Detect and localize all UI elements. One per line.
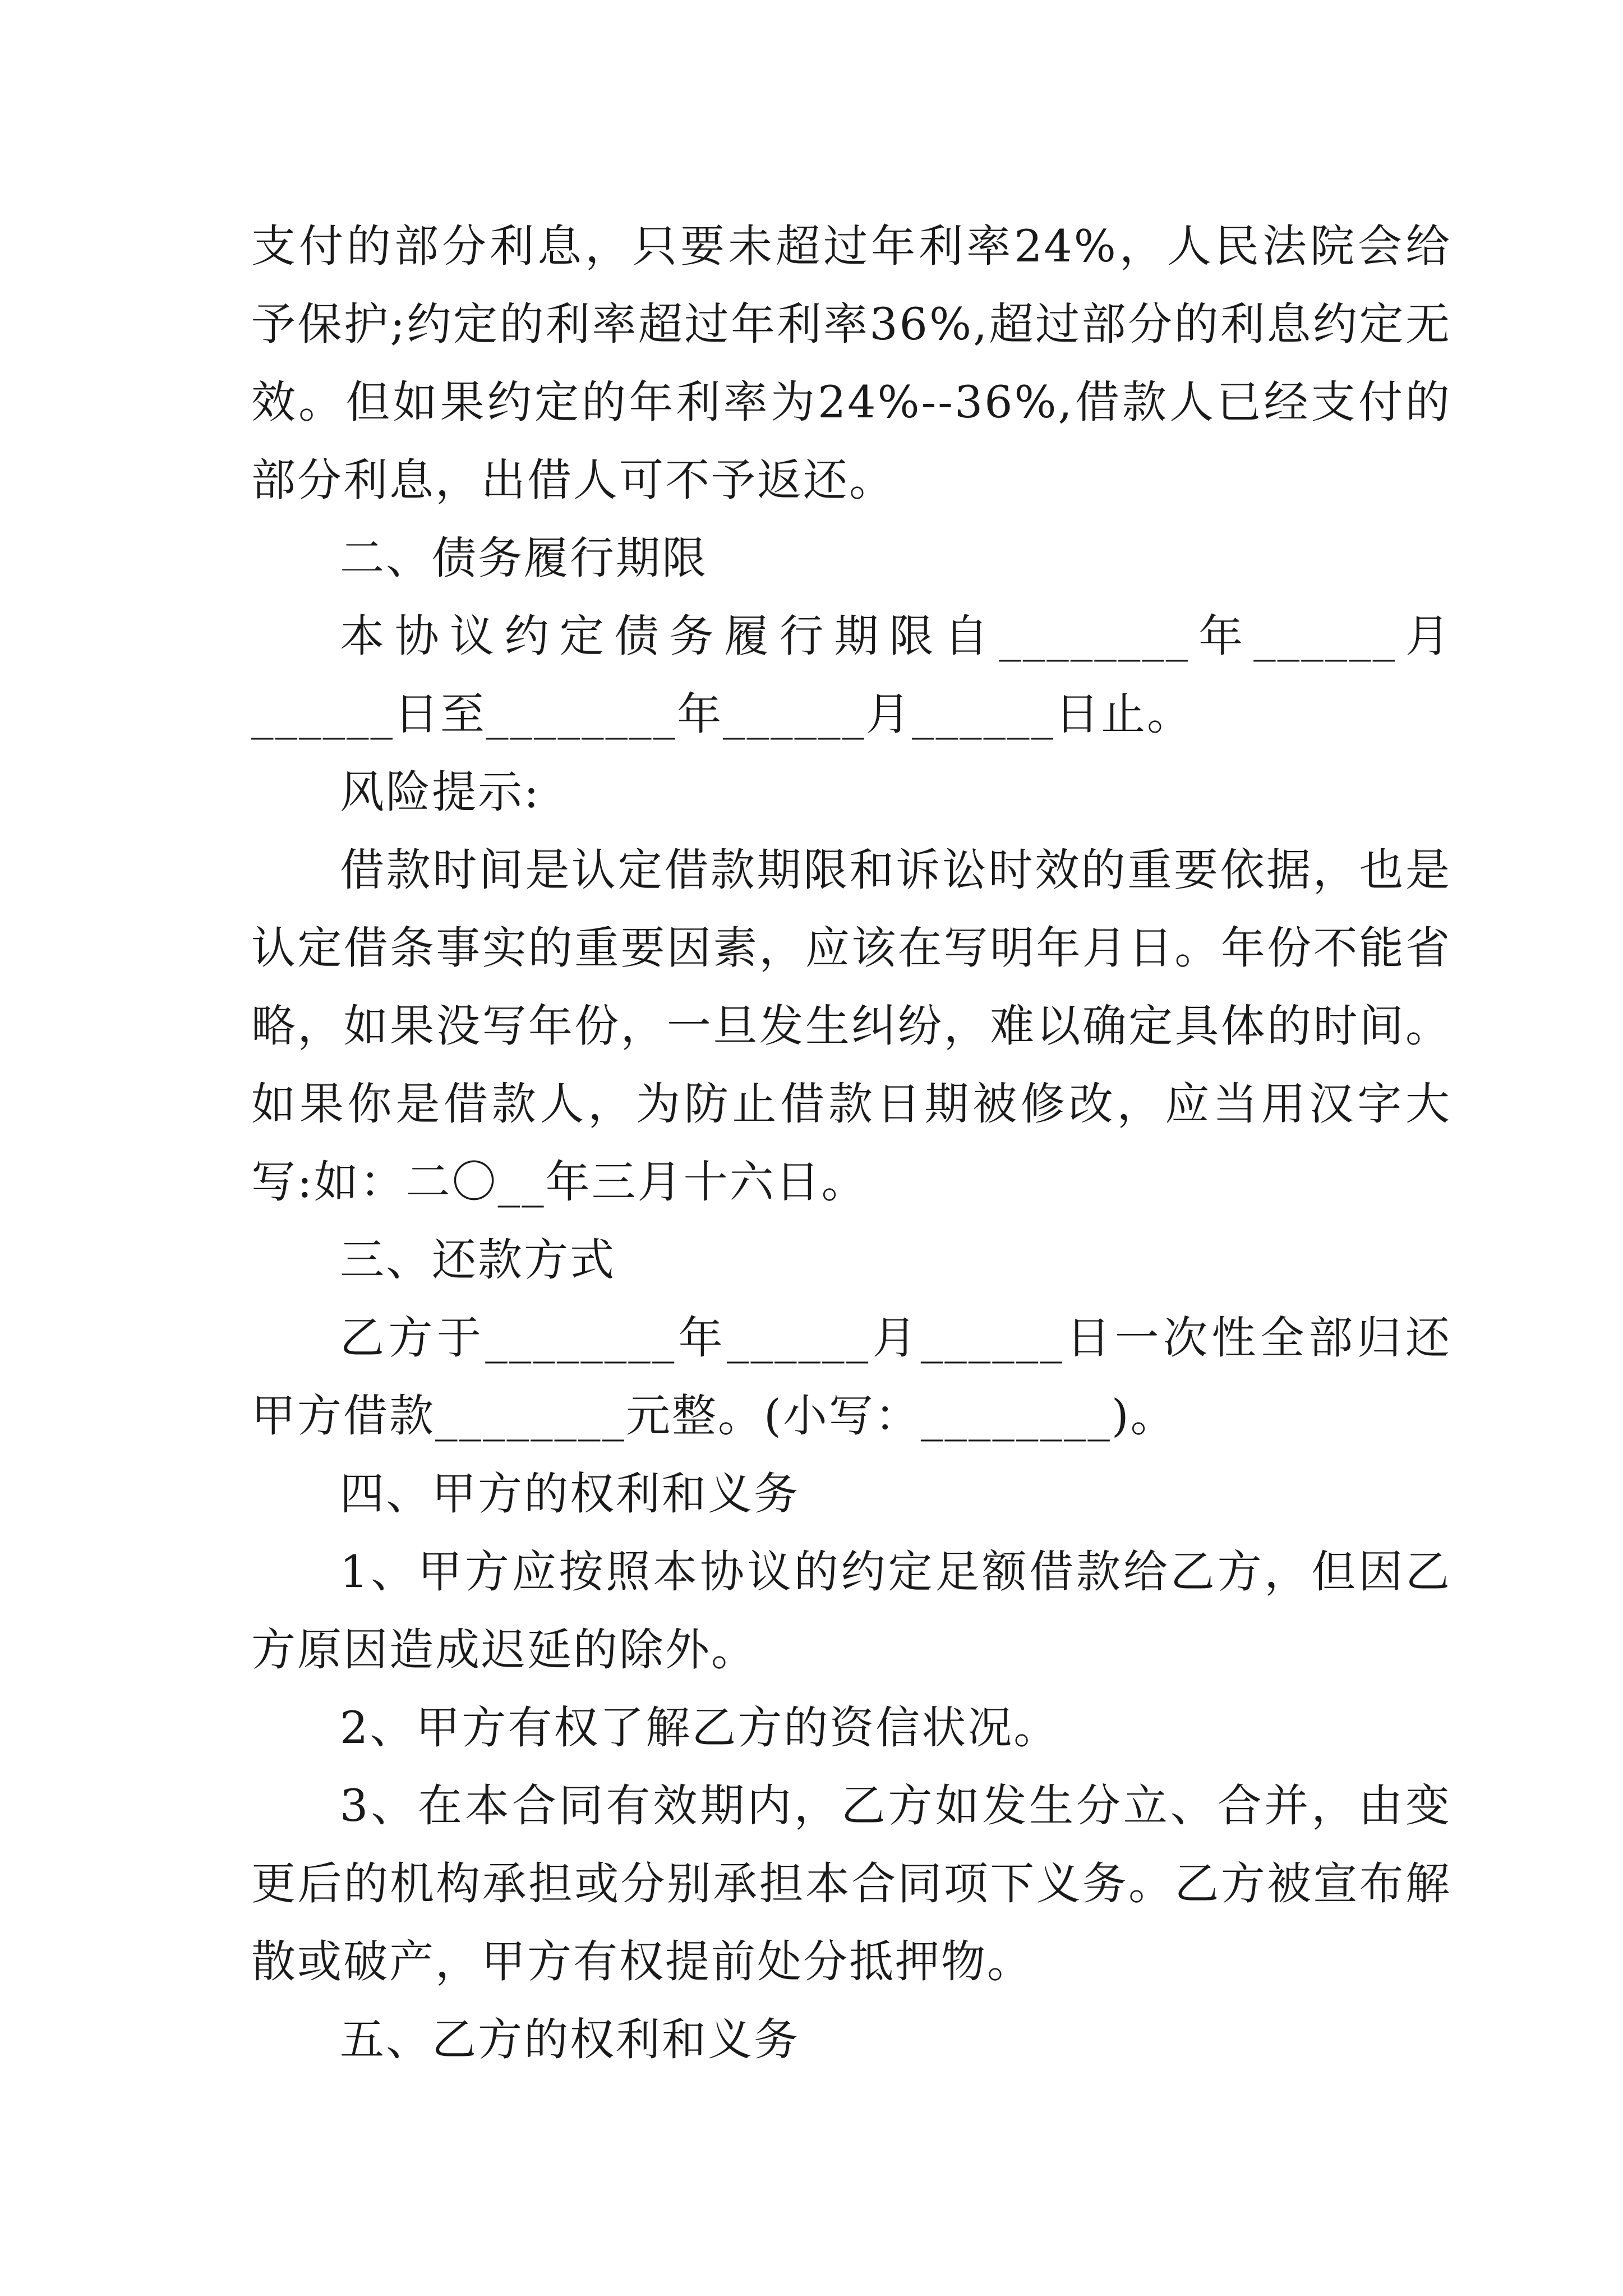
paragraph-debt-term: 本协议约定债务履行期限自________年______月______日至________年______月______日止。 [251,610,1451,740]
heading-party-b-rights: 五、乙方的权利和义务 [340,2014,800,2065]
heading-repayment-method: 三、还款方式 [340,1234,616,1286]
paragraph-party-a-item-2: 2、甲方有权了解乙方的资信状况。 [340,1702,1060,1754]
paragraph-party-a-item-1: 1、甲方应按照本协议的约定足额借款给乙方，但因乙方原因造成迟延的除外。 [251,1546,1451,1676]
heading-debt-term: 二、债务履行期限 [340,532,708,584]
paragraph-party-a-item-3: 3、在本合同有效期内，乙方如发生分立、合并，由变更后的机构承担或分别承担本合同项下义务。乙方被宣布解散或破产，甲方有权提前处分抵押物。 [251,1780,1451,1987]
paragraph-interest-note: 支付的部分利息，只要未超过年利率24%，人民法院会给予保护;约定的利率超过年利率36%,超过部分的利息约定无效。但如果约定的年利率为24%--36%,借款人已经支付的部分利息，出借人可不予返还。 [251,220,1451,506]
paragraph-repayment-method: 乙方于________年______月______日一次性全部归还甲方借款________元整。(小写：________)。 [251,1312,1451,1442]
paragraph-risk-notice: 借款时间是认定借款期限和诉讼时效的重要依据，也是认定借条事实的重要因素，应该在写明年月日。年份不能省略，如果没写年份，一旦发生纠纷，难以确定具体的时间。如果你是借款人，为防止借款日期被修改，应当用汉字大写:如：二〇__年三月十六日。 [251,844,1451,1208]
heading-risk-notice: 风险提示: [340,766,541,818]
heading-party-a-rights: 四、甲方的权利和义务 [340,1468,800,1520]
document-body [251,208,1451,2079]
